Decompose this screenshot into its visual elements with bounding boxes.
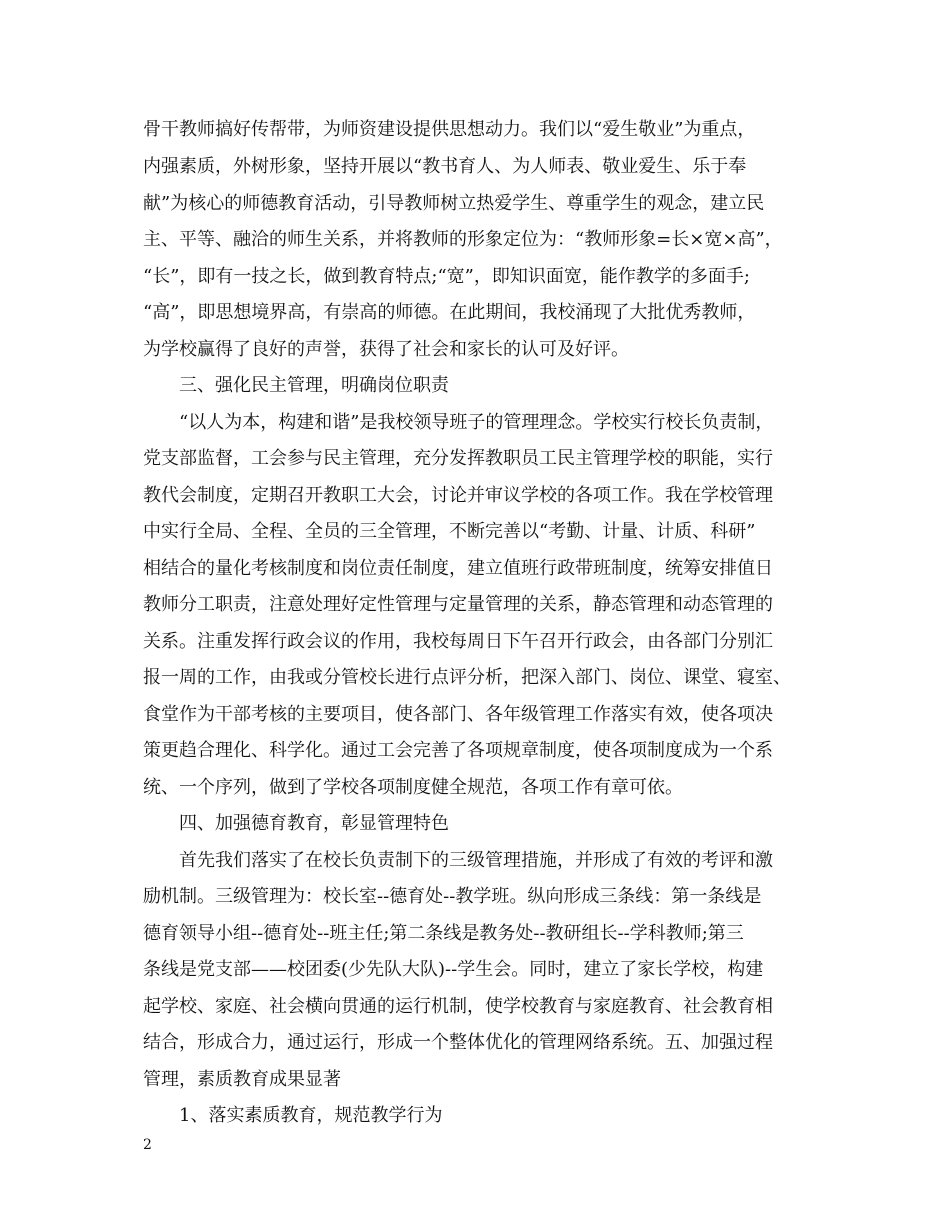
body-text-line: 策更趋合理化、科学化。通过工会完善了各项规章制度，使各项制度成为一个系 [143,740,773,761]
body-text-line: 条线是党支部——校团委(少先队大队)--学生会。同时，建立了家长学校，构建 [143,959,764,980]
body-text-line: 起学校、家庭、社会横向贯通的运行机制，使学校教育与家庭教育、社会教育相 [143,996,773,1017]
body-text-line: 首先我们落实了在校长负责制下的三级管理措施，并形成了有效的考评和激 [179,850,773,871]
section-heading-4: 四、加强德育教育，彰显管理特色 [179,813,449,834]
section-heading-3: 三、强化民主管理，明确岗位职责 [179,375,449,396]
body-text-line: 励机制。三级管理为：校长室--德育处--教学班。纵向形成三条线：第一条线是 [143,886,762,907]
subsection-heading: 1、落实素质教育，规范教学行为 [179,1105,443,1126]
body-text-line: 教师分工职责，注意处理好定性管理与定量管理的关系，静态管理和动态管理的 [143,594,773,615]
body-text-line: 骨干教师搞好传帮带，为师资建设提供思想动力。我们以“爱生敬业”为重点， [143,119,756,140]
body-text-line: 德育领导小组--德育处--班主任;第二条线是教务处--教研组长--学科教师;第三 [143,923,744,944]
body-text-line: 关系。注重发挥行政会议的作用，我校每周日下午召开行政会，由各部门分别汇 [143,631,773,652]
body-text-line: 主、平等、融洽的师生关系，并将教师的形象定位为：“教师形象=长×宽×高”， [143,229,783,250]
body-text-line: 食堂作为干部考核的主要项目，使各部门、各年级管理工作落实有效，使各项决 [143,704,773,725]
body-text-line: 相结合的量化考核制度和岗位责任制度，建立值班行政带班制度，统筹安排值日 [143,558,773,579]
body-text-line: 为学校赢得了良好的声誉，获得了社会和家长的认可及好评。 [143,339,629,360]
body-text-line: 管理，素质教育成果显著 [143,1069,341,1090]
body-text-line: “以人为本，构建和谐”是我校领导班子的管理理念。学校实行校长负责制， [179,412,774,433]
body-text-line: 内强素质，外树形象，坚持开展以“教书育人、为人师表、敬业爱生、乐于奉 [143,156,747,177]
page-number: 2 [143,1137,152,1153]
body-text-line: 报一周的工作，由我或分管校长进行点评分析，把深入部门、岗位、课堂、寝室、 [143,667,791,688]
body-text-line: 教代会制度，定期召开教职工大会，讨论并审议学校的各项工作。我在学校管理 [143,485,773,506]
body-text-line: 统、一个序列，做到了学校各项制度健全规范，各项工作有章可依。 [143,777,683,798]
body-text-line: 中实行全局、全程、全员的三全管理，不断完善以“考勤、计量、计质、科研” [143,521,756,542]
body-text-line: 献”为核心的师德教育活动，引导教师树立热爱学生、尊重学生的观念，建立民 [143,193,765,214]
body-text-line: 党支部监督，工会参与民主管理，充分发挥教职员工民主管理学校的职能，实行 [143,448,773,469]
body-text-line: “高”，即思想境界高，有崇高的师德。在此期间，我校涌现了大批优秀教师， [143,302,756,323]
body-text-line: “长”，即有一技之长，做到教育特点;“宽”，即知识面宽，能作教学的多面手; [143,266,750,287]
body-text-line: 结合，形成合力，通过运行，形成一个整体优化的管理网络系统。五、加强过程 [143,1032,773,1053]
